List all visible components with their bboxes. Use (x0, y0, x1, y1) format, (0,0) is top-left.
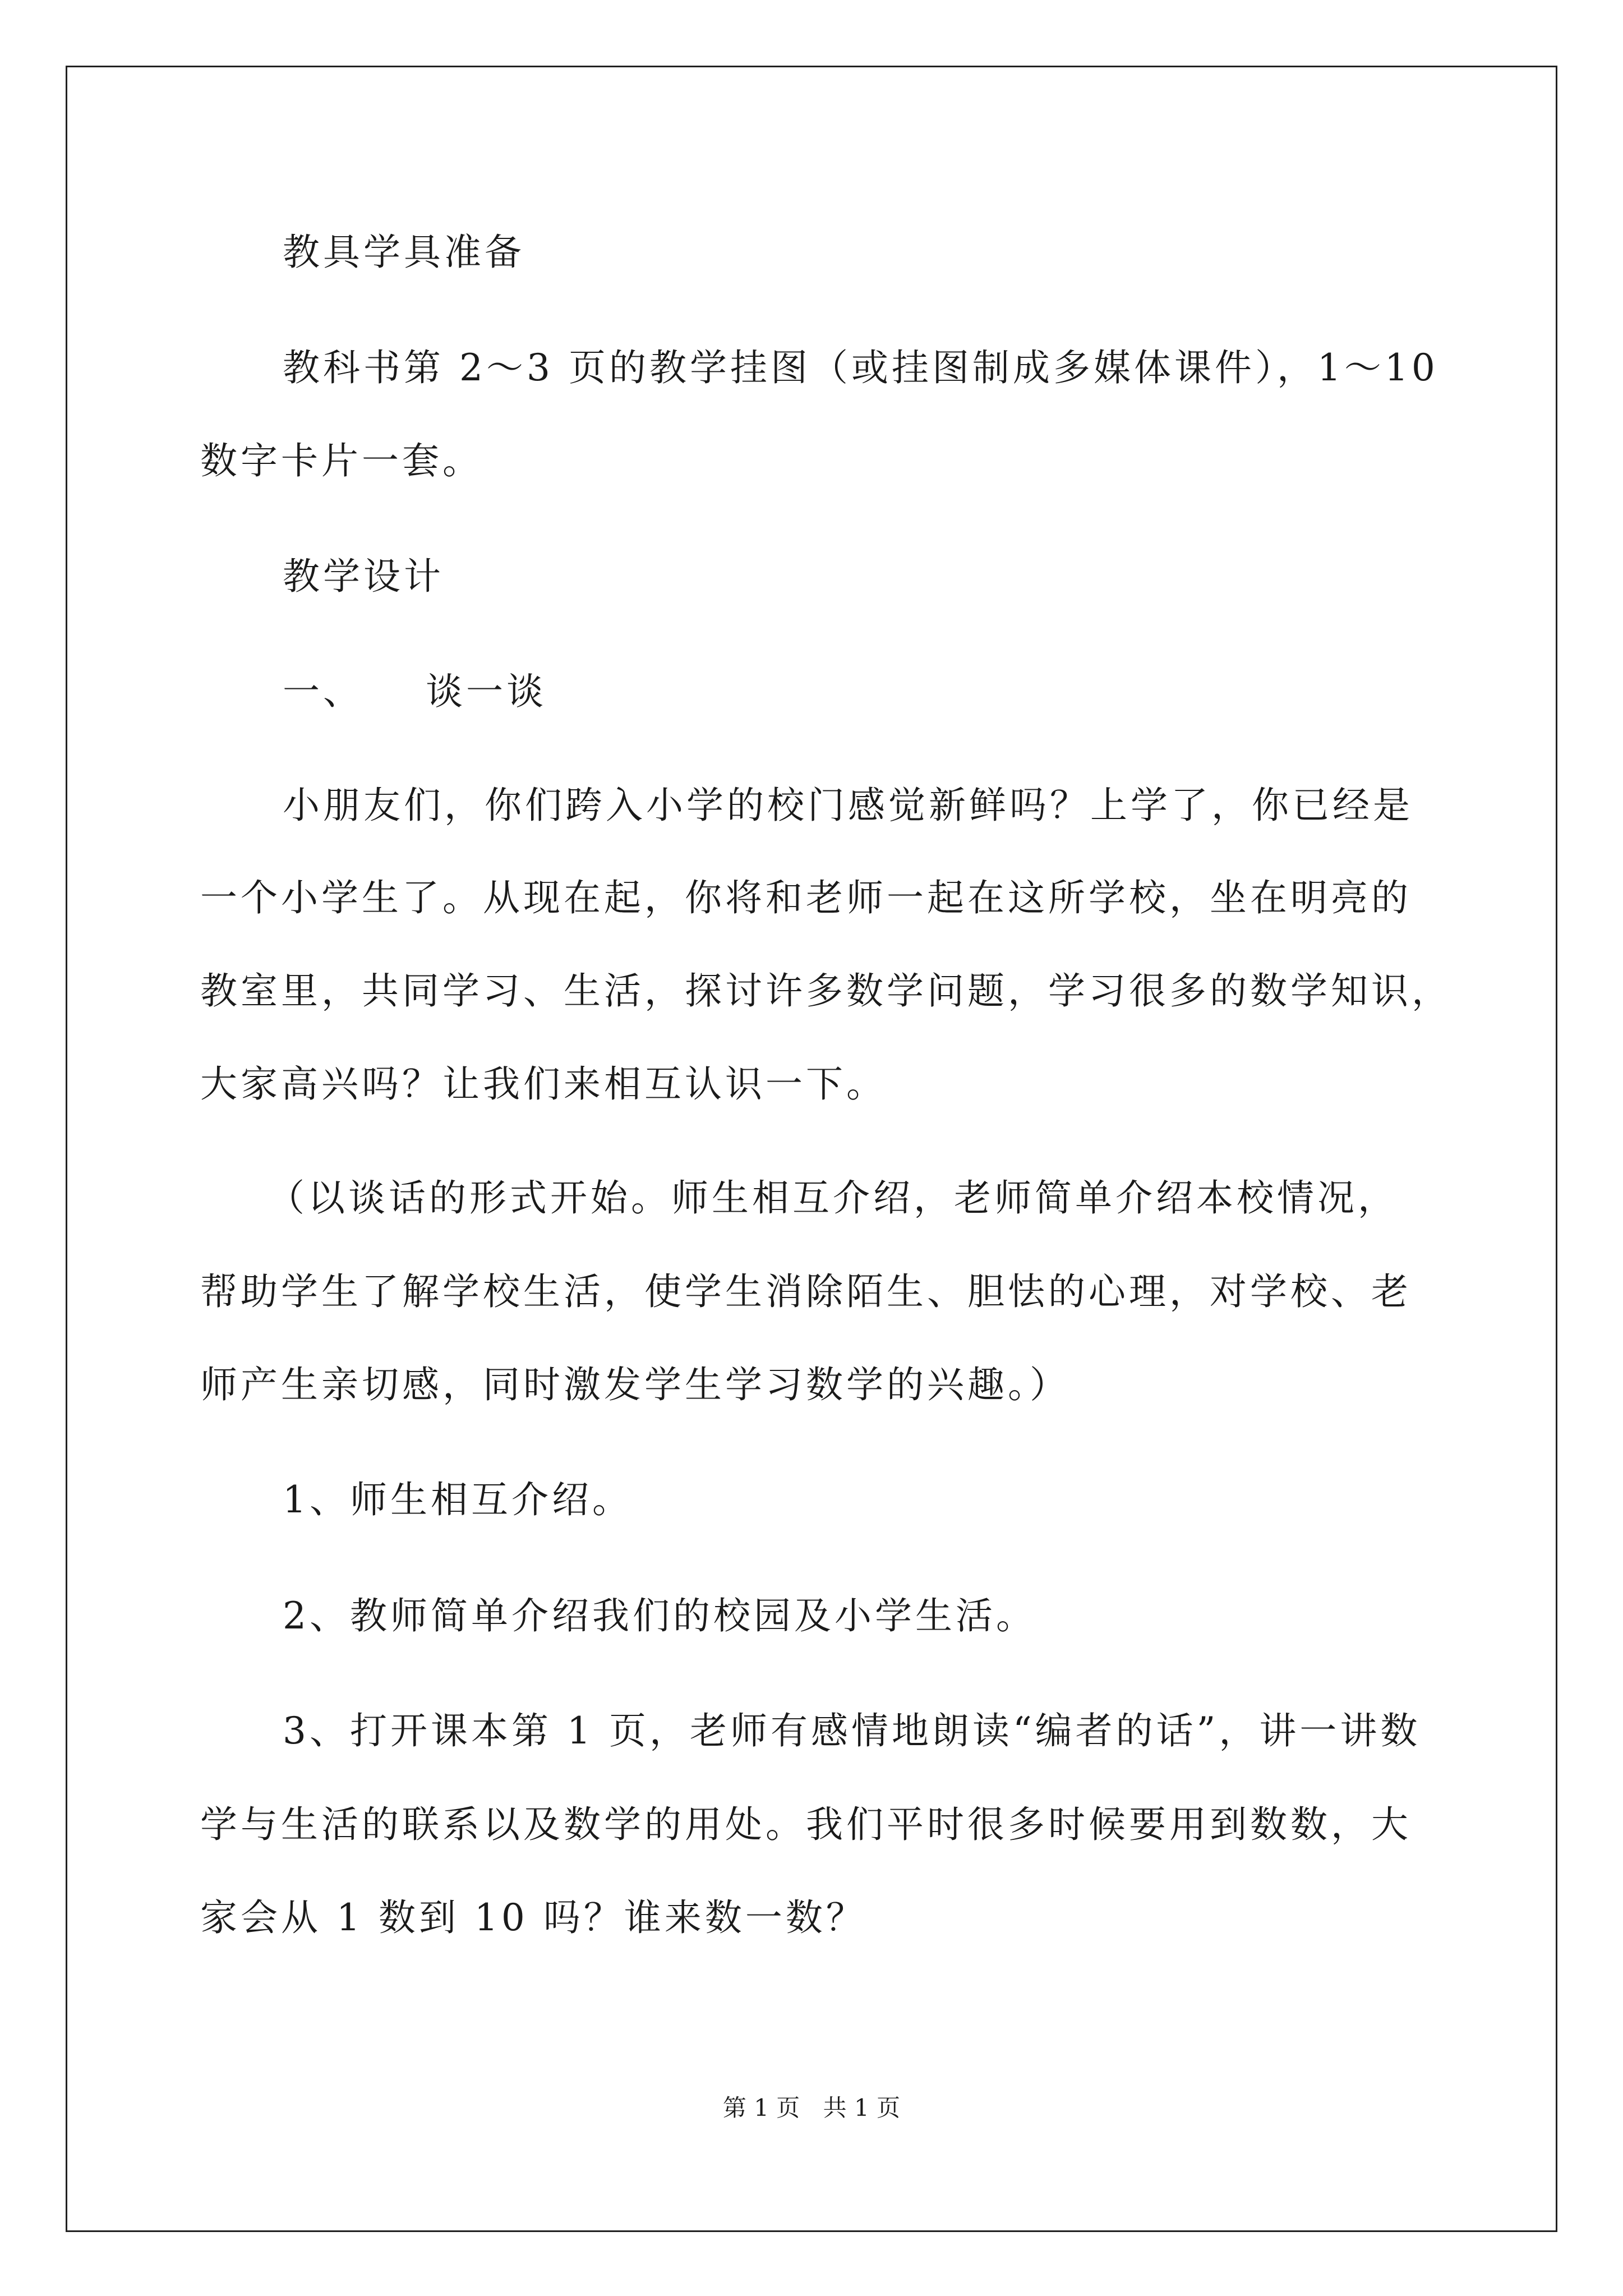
page-number: 第 1 页 (722, 2094, 800, 2122)
paragraph-line: 师产生亲切感，同时激发学生学习数学的兴趣。） (200, 1363, 1070, 1406)
heading-teaching-design: 教学设计 (283, 555, 444, 598)
paragraph-line: （以谈话的形式开始。师生相互介绍，老师简单介绍本校情况， (268, 1176, 1398, 1220)
paragraph-line: 教室里，共同学习、生活，探讨许多数学问题，学习很多的数学知识， (200, 969, 1452, 1013)
list-item: 3、打开课本第 1 页，老师有感情地朗读“编者的话”，讲一讲数 (283, 1709, 1421, 1752)
paragraph-line: 数字卡片一套。 (200, 439, 483, 482)
paragraph-line: 家会从 1 数到 10 吗？谁来数一数？ (200, 1896, 866, 1939)
section-heading: 一、 谈一谈 (283, 670, 547, 713)
page-total: 共 1 页 (823, 2094, 901, 2122)
page-footer (0, 2091, 1623, 2125)
paragraph-line: 小朋友们，你们跨入小学的校门感觉新鲜吗？上学了，你已经是 (283, 784, 1413, 827)
paragraph-line: 帮助学生了解学校生活，使学生消除陌生、胆怯的心理，对学校、老 (200, 1270, 1412, 1313)
heading-teaching-aids: 教具学具准备 (283, 231, 525, 274)
paragraph-line: 一个小学生了。从现在起，你将和老师一起在这所学校，坐在明亮的 (200, 876, 1412, 919)
paragraph-line: 教科书第 2～3 页的教学挂图（或挂图制成多媒体课件），1～10 (283, 346, 1438, 389)
list-item: 1、师生相互介绍。 (283, 1478, 633, 1521)
list-item: 2、教师简单介绍我们的校园及小学生活。 (283, 1594, 1036, 1637)
paragraph-line: 学与生活的联系以及数学的用处。我们平时很多时候要用到数数，大 (200, 1803, 1412, 1846)
paragraph-line: 大家高兴吗？让我们来相互认识一下。 (200, 1062, 887, 1106)
